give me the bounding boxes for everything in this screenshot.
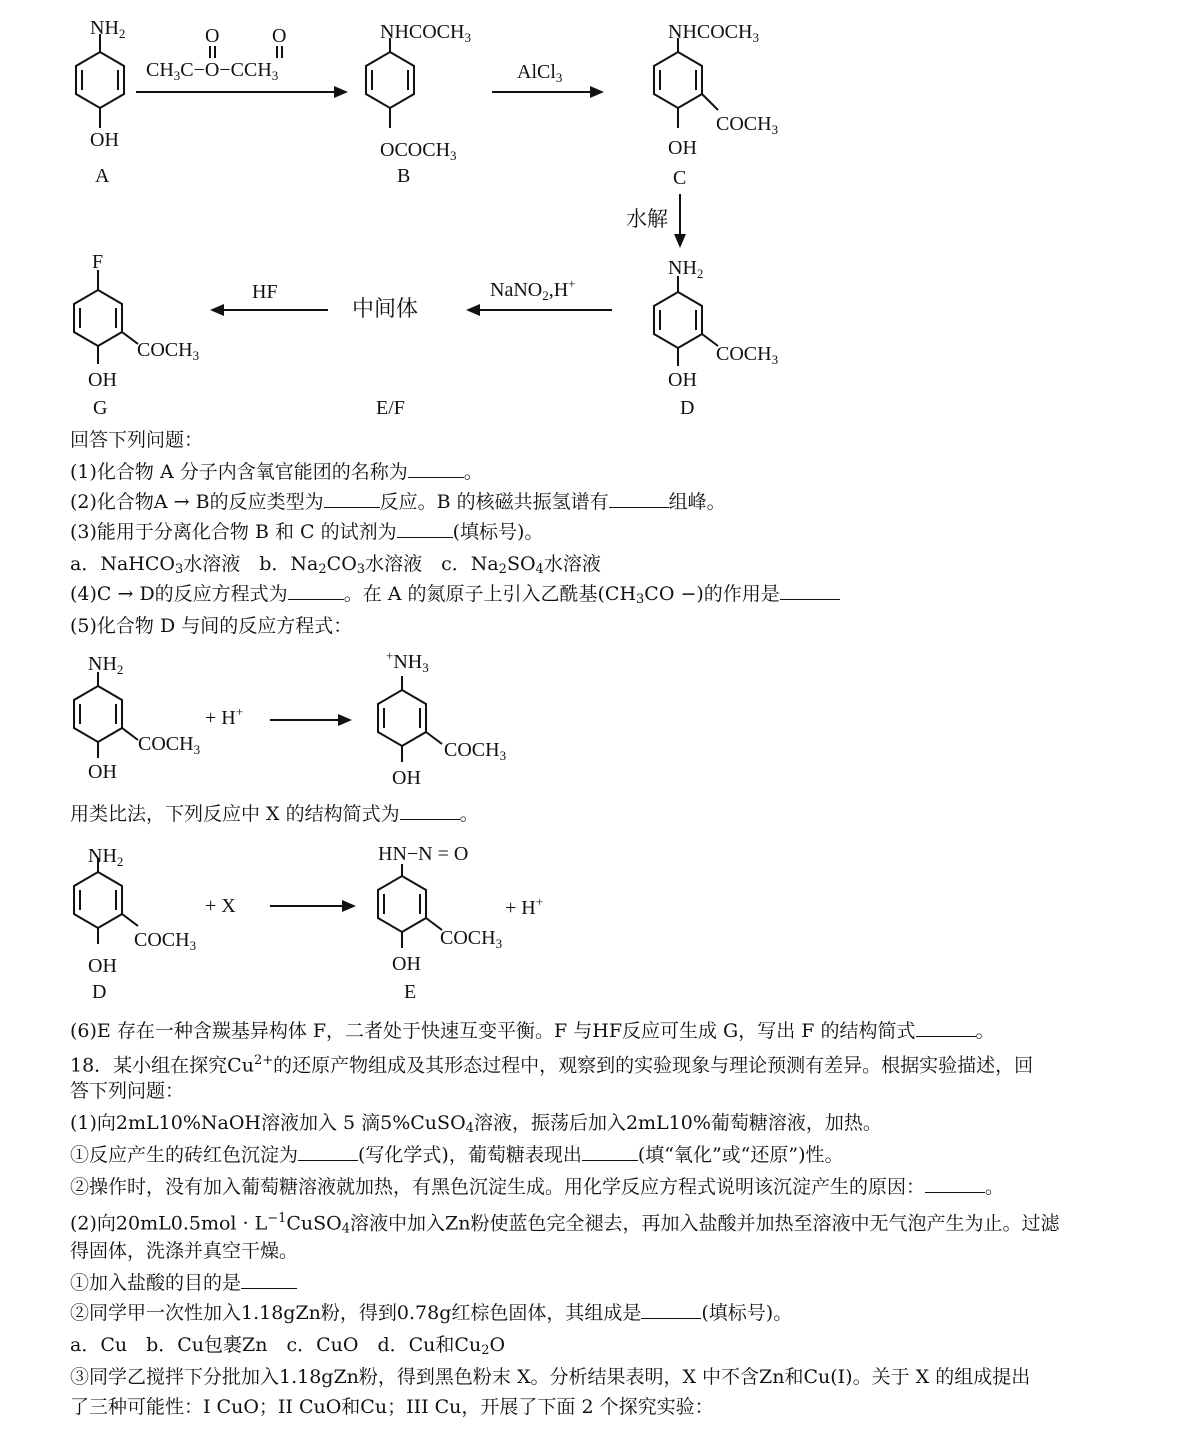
reagent-alcl3 (492, 61, 604, 98)
intro-line: 回答下列问题： (70, 429, 204, 451)
svg-text:NH2: $NH_2$ (90, 17, 126, 41)
answer-blank[interactable] (916, 1018, 976, 1037)
question-1: (1)化合物 A 分子内含氧官能团的名称为 。 (70, 461, 483, 483)
reagent-nano2 (466, 276, 612, 316)
part-2b: 得固体，洗涤并真空干燥。 (70, 1240, 299, 1262)
label-ef: E/F (376, 397, 405, 419)
answer-blank[interactable] (582, 1142, 638, 1161)
svg-text:COCH3: $COCH_3$ (138, 733, 201, 757)
svg-text:OH: OH (668, 369, 697, 391)
part-2f: ③同学乙搅拌下分批加入1.18gZn粉，得到黑色粉末 X。分析结果表明，X 中不含Zn和Cu(Ⅰ)。关于 X 的组成提出 (70, 1366, 1031, 1388)
intermediate (352, 296, 418, 419)
svg-text:COCH3: $COCH_3$ (444, 739, 507, 763)
label-d: D (680, 397, 695, 419)
label-g: G (93, 397, 108, 419)
reagent-hydrolysis (626, 194, 686, 248)
part-1: (1)向2mL10%NaOH溶液加入 5 滴5%CuSO$_4$溶液，振荡后加入2mL10%葡萄糖溶液，加热。 (70, 1112, 882, 1136)
answer-blank[interactable] (641, 1300, 701, 1319)
svg-text:NH2: $NH_2$ (88, 653, 124, 677)
svg-text:NHCOCH3: $NHCOCH_3$ (380, 21, 471, 45)
question-18b: 答下列问题： (70, 1080, 185, 1102)
answer-blank[interactable] (298, 1142, 358, 1161)
svg-text:HF: HF (252, 281, 278, 303)
compound-g (74, 251, 199, 419)
answer-blank[interactable] (609, 489, 669, 508)
svg-text:+NH3: $^+NH_3$ (386, 648, 429, 675)
answer-blank[interactable] (925, 1174, 985, 1193)
svg-text:O: O (272, 25, 287, 47)
label-b: B (397, 165, 411, 187)
part-2: (2)向$20mL0.5mol \cdot L^{-1}CuSO_4$溶液中加入Zn粉使蓝色完全褪去，再加入盐酸并加热至溶液中无气泡产生为止。过滤 (70, 1211, 1060, 1237)
question-18: 18．某小组在探究$Cu^{2+}$的还原产物组成及其形态过程中，观察到的实验现象与理论预测有差异。根据实验描述，回 (70, 1053, 1034, 1077)
svg-text:OH: OH (88, 955, 117, 977)
svg-text:COCH3: $COCH_3$ (137, 339, 200, 363)
answer-blank[interactable] (408, 459, 464, 478)
svg-text:OH: OH (88, 369, 117, 391)
part-2e: a．Cu b．Cu包裹Zn c．CuO d．Cu和$Cu_2O$ (70, 1334, 506, 1358)
svg-text:COCH3: $COCH_3$ (716, 113, 779, 137)
part-1b: ②操作时，没有加入葡萄糖溶液就加热，有黑色沉淀生成。用化学反应方程式说明该沉淀产生的原因： 。 (70, 1176, 1005, 1198)
answer-blank[interactable] (324, 489, 380, 508)
part-2d: ②同学甲一次性加入1.18gZn粉，得到0.78g红棕色固体，其组成是 (填标号)。 (70, 1302, 793, 1324)
question-5: (5)化合物 D 与间的反应方程式： (70, 615, 353, 637)
reagent-acetic-anhydride (136, 25, 348, 98)
svg-text:OH: OH (392, 767, 421, 789)
question-3: (3)能用于分离化合物 B 和 C 的试剂为 (填标号)。 (70, 521, 544, 543)
question-5b: 用类比法，下列反应中 X 的结构简式为 。 (70, 803, 479, 825)
answer-blank[interactable] (241, 1270, 297, 1289)
svg-text:+ X: + X (205, 895, 236, 917)
question-2: (2)化合物A → B的反应类型为 反应。B 的核磁共振氢谱有 组峰。 (70, 491, 726, 513)
label-e: E (404, 981, 417, 1003)
svg-text:COCH3: $COCH_3$ (716, 343, 779, 367)
svg-text:OH: OH (88, 761, 117, 783)
svg-text:NH2: $NH_2$ (88, 845, 124, 869)
reagent-hf (210, 281, 328, 316)
label-d-2: D (92, 981, 107, 1003)
svg-text:+ H+: + H+ (505, 894, 544, 919)
svg-text:OCOCH3: $OCOCH_3$ (380, 139, 457, 163)
svg-text:OH: OH (90, 129, 119, 151)
compound-a (76, 17, 125, 187)
label-a: A (95, 165, 110, 187)
question-4: (4)C → D的反应方程式为 。在 A 的氮原子上引入乙酰基($CH_3CO$ −)的作用是 (70, 581, 840, 613)
q5-equation-2 (74, 843, 543, 1003)
answer-blank[interactable] (397, 519, 453, 538)
question-3-options: a．NaHCO$_3$水溶液 b．$Na_2CO_3$水溶液 c．$Na_2SO_4$水溶液 (70, 553, 601, 577)
q5-equation-1 (74, 648, 506, 789)
compound-c (654, 21, 778, 189)
svg-text:NHCOCH3: $NHCOCH_3$ (668, 21, 759, 45)
part-2g: 了三种可能性：I CuO；II CuO和Cu；III Cu，开展了下面 2 个探究实验： (70, 1396, 714, 1418)
svg-text:中间体: 中间体 (352, 296, 419, 321)
answer-blank[interactable] (288, 581, 344, 600)
compound-b (366, 21, 471, 187)
svg-text:NH2: $NH_2$ (668, 257, 704, 281)
answer-blank[interactable] (400, 801, 460, 820)
svg-text:+ H+: + H+ (205, 704, 244, 729)
svg-text:F: F (92, 251, 104, 273)
part-1a: ①反应产生的砖红色沉淀为 (写化学式)，葡萄糖表现出 (填“氧化”或“还原”)性。 (70, 1144, 844, 1166)
label-c: C (673, 167, 687, 189)
svg-text:OH: OH (668, 137, 697, 159)
part-2c: ①加入盐酸的目的是 (70, 1270, 297, 1296)
svg-text:O: O (205, 25, 220, 47)
svg-text:NaNO2,H+: NaNO$_2$,H+ (490, 276, 576, 303)
svg-text:CH3C−O−CCH3: $CH_3C-O-CCH_3$ (146, 59, 279, 83)
svg-text:AlCl3: AlCl$_3$ (517, 61, 563, 85)
svg-text:HN−N = O: HN−N = O (378, 843, 469, 865)
question-6: (6)E 存在一种含羰基异构体 F，二者处于快速互变平衡。F 与HF反应可生成 G，写出 F 的结构简式 。 (70, 1020, 995, 1042)
answer-blank[interactable] (780, 581, 840, 600)
svg-text:水解: 水解 (626, 207, 668, 231)
svg-text:COCH3: $COCH_3$ (440, 927, 503, 951)
compound-d (654, 257, 778, 419)
svg-text:OH: OH (392, 953, 421, 975)
svg-text:COCH3: $COCH_3$ (134, 929, 197, 953)
